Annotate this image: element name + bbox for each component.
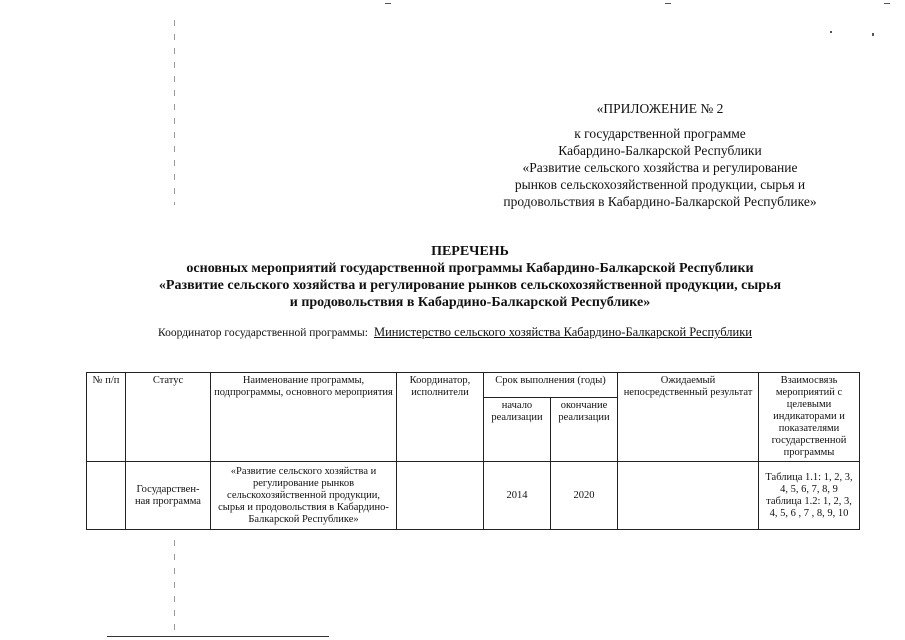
scan-mark-corner-2 xyxy=(872,33,874,36)
cell-coordinator xyxy=(397,462,484,530)
scan-mark-top-2 xyxy=(665,3,671,4)
cell-end: 2020 xyxy=(551,462,618,530)
header-start: начало реализации xyxy=(484,398,551,462)
header-name: Наименование программы, подпрограммы, основного мероприятия xyxy=(211,373,397,462)
appendix-line-1: к государственной программе xyxy=(574,126,746,141)
cell-status: Государствен-ная программа xyxy=(126,462,211,530)
appendix-line-3: «Развитие сельского хозяйства и регулирование xyxy=(522,160,798,175)
cell-relation: Таблица 1.1: 1, 2, 3, 4, 5, 6, 7, 8, 9 таблица 1.2: 1, 2, 3, 4, 5, 6 , 7 , 8, 9, 10 xyxy=(759,462,860,530)
activities-table xyxy=(86,372,860,530)
scan-mark-top-1 xyxy=(385,3,391,4)
header-result: Ожидаемый непосредственный результат xyxy=(618,373,759,462)
cell-number xyxy=(87,462,126,530)
appendix-line-5: продовольствия в Кабардино-Балкарской Республике» xyxy=(503,194,817,209)
title-line-3: «Развитие сельского хозяйства и регулирование рынков сельскохозяйственной продукции, сырья xyxy=(158,278,782,293)
coordinator-line xyxy=(158,325,752,340)
bottom-rule xyxy=(107,636,329,637)
table-header-row-1 xyxy=(87,373,860,398)
appendix-line-2: Кабардино-Балкарской Республики xyxy=(558,143,762,158)
header-number: № п/п xyxy=(87,373,126,462)
cell-result xyxy=(618,462,759,530)
title-line-1: ПЕРЕЧЕНЬ xyxy=(431,244,509,259)
coordinator-value: Министерство сельского хозяйства Кабардино-Балкарской Республики xyxy=(373,325,752,339)
document-title xyxy=(110,243,830,311)
cell-start: 2014 xyxy=(484,462,551,530)
title-line-4: и продовольствия в Кабардино-Балкарской Республике» xyxy=(289,295,651,310)
header-term: Срок выполнения (годы) xyxy=(484,373,618,398)
scan-mark-corner-1 xyxy=(830,31,832,33)
table-row xyxy=(87,462,860,530)
header-status: Статус xyxy=(126,373,211,462)
appendix-line-4: рынков сельскохозяйственной продукции, сырья и xyxy=(514,177,806,192)
appendix-number: «ПРИЛОЖЕНИЕ № 2 xyxy=(596,101,724,116)
scan-mark-top-3 xyxy=(884,3,890,4)
cell-name: «Развитие сельского хозяйства и регулирование рынков сельскохозяйственной продукции, сырья и продовольствия в Кабардино-Балкарской Республике» xyxy=(211,462,397,530)
binding-line-bottom xyxy=(174,540,175,635)
header-relation: Взаимосвязь мероприятий с целевыми индикаторами и показателями государственной программы xyxy=(759,373,860,462)
header-coordinator: Координатор, исполнители xyxy=(397,373,484,462)
coordinator-label: Координатор государственной программы: xyxy=(158,327,368,339)
binding-line-top xyxy=(174,20,175,205)
header-end: окончание реализации xyxy=(551,398,618,462)
title-line-2: основных мероприятий государственной программы Кабардино-Балкарской Республики xyxy=(186,261,754,276)
